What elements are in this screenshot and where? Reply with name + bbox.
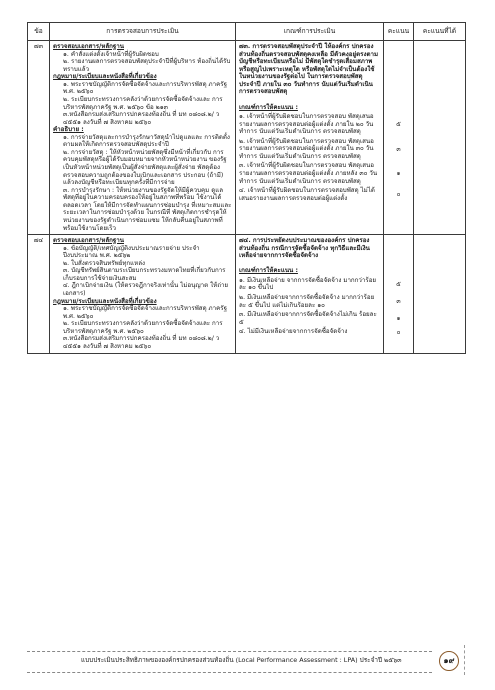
score-value: ๓	[396, 298, 401, 306]
verification-line: ๒. ระเบียบกระทรวงการคลังว่าด้วยการจัดซื้อจัดจ้างและ การบริหารพัสดุภาครัฐ พ.ศ. ๒๕๖๐ ข้อ ๒๑๓	[63, 95, 223, 111]
criteria-title: ๗๓. การตรวจสอบพัสดุประจำปี ให้องค์กร ปกครองส่วนท้องถิ่นตรวจสอบพัสดุคงเหลือ มีตัวคงอยู่ตรงตามบัญชีหรือทะเบียนหรือไม่ มีพัสดุใดชำรุดเสื่อมสภาพหรือสูญไปเพราะเหตุใด หรือพัสดุใดไม่จำเป็นต้องใช้ในหน่วยงานของรัฐต่อไป ในการตรวจสอบพัสดุประจำปี ภายใน ๓๐ วันทำการ นับแต่วันเริ่มดำเนินการตรวจสอบพัสดุ	[239, 43, 379, 96]
verification-line: ๒. ระเบียบกระทรวงการคลังว่าด้วยการจัดซื้อจัดจ้างและ การบริหารพัสดุภาครัฐ พ.ศ. ๒๕๖๐	[63, 320, 223, 335]
spacer	[239, 96, 380, 104]
score-value: ๑	[396, 315, 401, 323]
criteria-title: ๗๔. การประหยัดงบประมาณขององค์กร ปกครองส่วนท้องถิ่น กรณีการจัดซื้อจัดจ้าง ทุกวิธีและมีเงินเหลือจ่ายจากการจัดซื้อจัดจ้าง	[239, 237, 370, 260]
score-value: ๓	[396, 145, 401, 153]
header-no: ข้อ	[28, 23, 50, 41]
header-score: คะแนน	[384, 23, 414, 41]
criteria-item: ๑. เจ้าหน้าที่ผู้รับผิดชอบในการตรวจสอบ พัสดุเสนอรายงานผลการตรวจสอบต่อผู้แต่งตั้ง ภายใน ๒๐ วันทำการ นับแต่วันเริ่มดำเนินการ ตรวจสอบพัสดุ	[239, 113, 374, 136]
verification-line: ตรวจสอบเอกสาร/หลักฐาน	[53, 43, 125, 50]
score-value: ๕	[396, 280, 401, 288]
header-criteria: เกณฑ์การประเมิน	[236, 23, 384, 41]
verification-line: คำอธิบาย :	[53, 126, 84, 134]
verification-line: กฎหมาย/ระเบียบและหนังสือที่เกี่ยวข้อง	[53, 297, 157, 305]
criteria-item: ๒. มีเงินเหลือจ่ายจากการจัดซื้อจัดจ้าง มากกว่าร้อยละ ๕ ขึ้นไป แต่ไม่เกินร้อยละ ๑๐	[239, 294, 375, 309]
verification-line: ๓.หนังสือกรมส่งเสริมการปกครองท้องถิ่น ที่ มท ๐๘๐๘.๒/ ว ๔๕๕๑ ลงวันที่ ๗ สิงหาคม ๒๕๖๐	[63, 335, 220, 350]
score-received-cell	[414, 41, 466, 235]
verification-line: ตรวจสอบเอกสาร/หลักฐาน	[53, 237, 125, 245]
criteria-cell	[236, 41, 384, 235]
verification-cell	[50, 235, 236, 353]
verification-line: ๒. ใบสั่งตรวจสินทรัพย์ทุกแหล่ง	[63, 259, 146, 267]
verification-line: ๑. ข้อบัญญัติ/เทศบัญญัติงบประมาณรายจ่าย ประจำ ปีงบประมาณ พ.ศ. ๒๕๖๒	[63, 244, 200, 260]
criteria-item: ๓. เจ้าหน้าที่ผู้รับผิดชอบในการตรวจสอบ พัสดุเสนอรายงานผลการตรวจสอบต่อผู้แต่งตั้ง ภายหลัง ๓๐ วันทำการ นับแต่วันเริ่มดำเนินการ ตรวจสอบพัสดุ	[239, 162, 378, 185]
verification-line: กฎหมาย/ระเบียบและหนังสือที่เกี่ยวข้อง	[53, 73, 157, 81]
score-cell	[384, 41, 414, 235]
score-value: ๐	[396, 191, 401, 199]
score-value: ๑	[396, 170, 401, 178]
footer-corner-line	[452, 645, 465, 675]
criteria-item: ๓. มีเงินเหลือจ่ายจากการจัดซื้อจัดจ้างไม่เกิน ร้อยละ ๕	[239, 311, 377, 326]
item-number: ๗๔	[28, 235, 50, 353]
verification-line: ๑. พระราชบัญญัติการจัดซื้อจัดจ้างและการบริหารพัสดุ ภาครัฐ พ.ศ. ๒๕๖๐	[63, 305, 227, 320]
score-cell	[384, 235, 414, 353]
verification-line: ๑. การจ่ายวัสดุและการบำรุงรักษาวัสดุนำไปดูแลและ การติดตั้งตามผลให้เกิดการตรวจสอบพัสดุประจำปี	[63, 133, 230, 149]
verification-line: ๔. ฎีกาเบิกจ่ายเงิน (ให้ตรวจฎีกาจริงเท่านั้น ไม่อนุญาต ให้ถ่ายเอกสาร)	[63, 282, 229, 297]
verification-line: ๒. รายงานผลการตรวจสอบพัสดุประจำปีที่ผู้บริหาร ท้องถิ่นได้รับทราบแล้ว	[63, 58, 231, 73]
score-received-cell	[414, 235, 466, 353]
page-number: ๑๙	[439, 651, 459, 671]
criteria-label: เกณฑ์การให้คะแนน :	[239, 267, 298, 275]
verification-line: ๑. พระราชบัญญัติการจัดซื้อจัดจ้างและการบริหารพัสดุ ภาครัฐ พ.ศ. ๒๕๖๐	[63, 80, 227, 96]
criteria-item: ๔. ไม่มีเงินเหลือจ่ายจากการจัดซื้อจัดจ้าง	[239, 328, 348, 336]
verification-line: ๒. การจ่ายวัสดุ : ให้หัวหน้าหน่วยพัสดุซึ่งมีหน้าที่เกี่ยวกับ การควบคุมพัสดุหรือผู้ได้รับมอบหมายจากหัวหน้าหน่วยงาน ของรัฐเป็นหัวหน้าหน่วยพัสดุเป็นผู้สั่งจ่ายพัสดุและผู้สั่งจ่าย พัสดุต้องตรวจสอบความถูกต้องของใบเบิกและเอกสาร ประกอบ (ถ้ามี) แล้วลงบัญชีหรือทะเบียนทุกครั้งที่มีการจ่าย	[63, 148, 227, 187]
table-header-row	[28, 23, 466, 41]
criteria-item: ๒. เจ้าหน้าที่ผู้รับผิดชอบในการตรวจสอบ พัสดุเสนอรายงานผลการตรวจสอบต่อผู้แต่งตั้ง ภายใน ๓๐ วันทำการ นับแต่วันเริ่มดำเนินการ ตรวจสอบพัสดุ	[239, 137, 374, 160]
verification-line: ๓. บัญชีทรัพย์สินตามระเบียบกระทรวงมหาดไทยที่เกี่ยวกับการ เก็บรอบการใช้จ่ายเงินสะสม	[63, 267, 226, 282]
header-score-received: คะแนนที่ได้	[414, 23, 466, 41]
table-row	[28, 41, 466, 235]
page-footer	[27, 651, 465, 673]
verification-line: ๓.หนังสือกรมส่งเสริมการปกครองท้องถิ่น ที่ มท ๐๘๐๘.๒/ ว ๔๕๕๑ ลงวันที่ ๗ สิงหาคม ๒๕๖๐	[63, 111, 220, 126]
footer-title: แบบประเมินประสิทธิภาพขององค์กรปกครองส่วนท้องถิ่น (Local Performance Assessment : LPA) ประจำปี ๒๕๖๓	[81, 656, 402, 664]
verification-cell	[50, 41, 236, 235]
criteria-item: ๑. มีเงินเหลือจ่าย จากการจัดซื้อจัดจ้าง มากกว่าร้อยละ ๑๐ ขึ้นไป	[239, 276, 377, 292]
criteria-cell	[236, 235, 384, 353]
criteria-label: เกณฑ์การให้คะแนน :	[239, 103, 298, 111]
verification-line: ๑. คำสั่งแต่งตั้งเจ้าหน้าที่ผู้รับผิดชอบ	[63, 50, 159, 58]
table-row	[28, 235, 466, 353]
header-item: การตรวจสอบการประเมิน	[50, 23, 236, 41]
verification-line: ๓. การบำรุงรักษา : ให้หน่วยงานของรัฐจัดให้มีผู้ควบคุม ดูแลพัสดุที่อยู่ในความครอบครองให้อยู่ในสภาพที่พร้อม ใช้งานได้ตลอดเวลา โดยให้มีการจัดทำแผนการซ่อมบำรุง ที่เหมาะสมและระยะเวลาในการซ่อมบำรุงด้วย ในกรณีที่ พัสดุเกิดการชำรุดให้หน่วยงานของรัฐดำเนินการซ่อมแซม ให้กลับคืนอยู่ในสภาพที่พร้อมใช้งานโดยเร็ว	[63, 186, 232, 232]
score-value: ๕	[396, 120, 401, 128]
document-page	[27, 22, 465, 354]
criteria-item: ๔. เจ้าหน้าที่ผู้รับผิดชอบในการตรวจสอบพัสดุ ไม่ได้เสนอรายงานผลการตรวจสอบต่อผู้แต่งตั้ง	[239, 187, 375, 202]
score-value: ๐	[396, 328, 401, 336]
assessment-table	[27, 22, 466, 354]
item-number: ๗๓	[28, 41, 50, 235]
